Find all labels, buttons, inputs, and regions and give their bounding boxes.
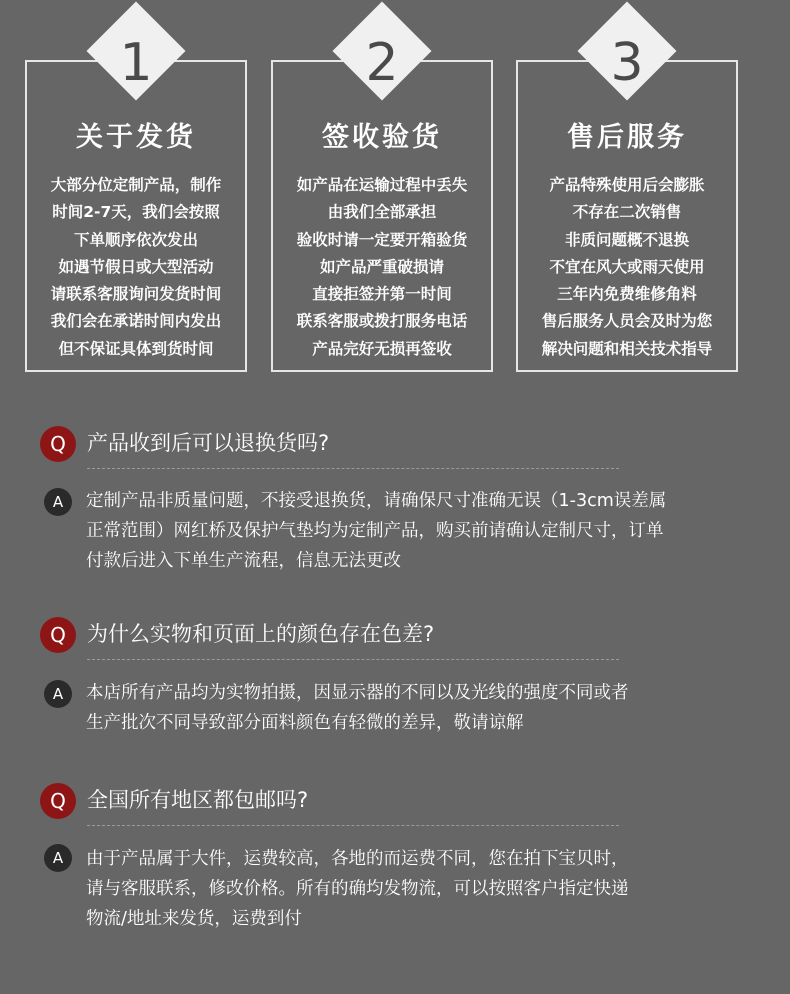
question-row	[38, 426, 758, 466]
answer-line: 本店所有产品均为实物拍摄，因显示器的不同以及光线的强度不同或者	[86, 683, 629, 703]
card-number: 2	[365, 33, 399, 93]
answer-badge-icon: A	[44, 680, 72, 708]
answer-line: 由于产品属于大件，运费较高，各地的而运费不同，您在拍下宝贝时，	[86, 849, 629, 869]
delivery-inspection-card	[271, 33, 493, 372]
after-sales-card	[516, 33, 738, 372]
answer-line: 请与客服联系，修改价格。所有的确均发物流，可以按照客户指定快递	[86, 879, 629, 899]
card-text	[522, 172, 732, 363]
card-number: 3	[610, 33, 644, 93]
answer-text	[86, 486, 666, 576]
answer-text	[86, 844, 629, 934]
faq-item-free-shipping	[38, 783, 758, 953]
answer-text	[86, 678, 629, 738]
dashed-divider	[87, 468, 619, 469]
faq-item-returns	[38, 426, 758, 586]
shipping-card	[25, 33, 247, 372]
card-line: 我们会在承诺时间内发出	[50, 312, 222, 331]
question-badge-icon: Q	[40, 426, 76, 462]
card-line: 请联系客服询问发货时间	[50, 285, 222, 304]
question-row	[38, 783, 758, 823]
faq-item-color-difference	[38, 617, 758, 747]
card-line: 如产品在运输过程中丢失	[296, 176, 468, 194]
answer-line: 正常范围）网红桥及保护气垫均为定制产品，购买前请确认定制尺寸，订单	[86, 521, 664, 541]
card-line: 不宜在风大或雨天使用	[549, 257, 705, 276]
question-badge-icon: Q	[40, 783, 76, 819]
card-line: 如产品严重破损请	[319, 257, 444, 276]
answer-line: 定制产品非质量问题，不接受退换货，请确保尺寸准确无误（1-3cm误差属	[86, 491, 667, 511]
question-text: 产品收到后可以退换货吗?	[87, 431, 330, 455]
card-title: 售后服务	[567, 122, 687, 153]
dashed-divider	[87, 825, 619, 826]
answer-badge-icon: A	[44, 844, 72, 872]
card-line: 下单顺序依次发出	[73, 230, 198, 249]
card-line: 不存在二次销售	[572, 203, 682, 222]
answer-badge-icon: A	[44, 488, 72, 516]
card-line: 售后服务人员会及时为您	[541, 312, 713, 331]
answer-line: 付款后进入下单生产流程，信息无法更改	[86, 551, 401, 571]
card-line: 时间2-7天，我们会按照	[52, 203, 220, 222]
question-badge-icon: Q	[40, 617, 76, 653]
question-row	[38, 617, 758, 657]
card-number: 1	[119, 33, 153, 93]
answer-line: 物流/地址来发货，运费到付	[86, 909, 302, 929]
card-line: 如遇节假日或大型活动	[58, 257, 214, 276]
card-line: 由我们全部承担	[327, 203, 437, 222]
card-line: 产品特殊使用后会膨胀	[549, 176, 705, 194]
card-line: 产品完好无损再签收	[312, 339, 452, 358]
card-line: 验收时请一定要开箱验货	[296, 230, 468, 249]
card-line: 但不保证具体到货时间	[58, 339, 214, 358]
card-line: 三年内免费维修角料	[557, 285, 697, 304]
card-line: 联系客服或拨打服务电话	[296, 312, 468, 331]
answer-line: 生产批次不同导致部分面料颜色有轻微的差异，敬请谅解	[86, 713, 524, 733]
card-line: 大部分位定制产品，制作	[50, 176, 222, 194]
card-line: 直接拒签并第一时间	[312, 285, 452, 304]
card-line: 非质问题概不退换	[564, 230, 689, 249]
card-title: 关于发货	[76, 122, 196, 153]
question-text: 全国所有地区都包邮吗?	[87, 788, 309, 812]
dashed-divider	[87, 659, 619, 660]
card-text	[31, 172, 241, 363]
card-text	[277, 172, 487, 363]
card-line: 解决问题和相关技术指导	[541, 339, 713, 358]
card-title: 签收验货	[322, 122, 442, 153]
question-text: 为什么实物和页面上的颜色存在色差?	[87, 622, 435, 646]
